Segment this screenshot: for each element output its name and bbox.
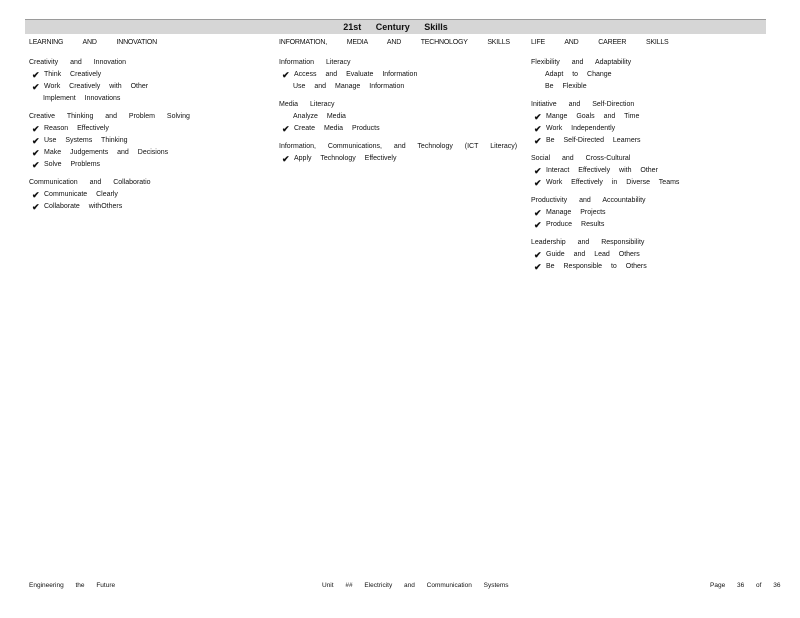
skill-group-title: Information, Communications, and Technology (ICT Literacy)	[279, 143, 518, 150]
column-heading: LEARNING AND INNOVATION	[29, 39, 157, 46]
skill-group-title: Social and Cross-Cultural	[531, 155, 631, 162]
check-mark-icon: ✔	[32, 82, 40, 92]
skill-group	[531, 99, 766, 147]
skill-item	[29, 201, 269, 213]
skill-group-title: Media Literacy	[279, 101, 335, 108]
footer-page-number: Page 36 of 36	[710, 582, 781, 589]
check-mark-icon: ✔	[534, 220, 542, 230]
check-mark-icon: ✔	[534, 250, 542, 260]
check-mark-icon: ✔	[32, 148, 40, 158]
skill-group	[279, 99, 519, 135]
column-heading: INFORMATION, MEDIA AND TECHNOLOGY SKILLS	[279, 39, 510, 46]
check-mark-icon: ✔	[282, 124, 290, 134]
skill-group	[531, 237, 766, 273]
skill-item	[531, 81, 766, 93]
check-mark-icon: ✔	[32, 70, 40, 80]
skill-group-title: Productivity and Accountability	[531, 197, 646, 204]
skill-group-title: Creative Thinking and Problem Solving	[29, 113, 190, 120]
skill-item-label: Use Systems Thinking	[44, 137, 128, 144]
skill-item	[531, 207, 766, 219]
skill-item-label: Be Self-Directed Learners	[546, 137, 641, 144]
footer-unit: Unit ## Electricity and Communication Systems	[322, 582, 509, 589]
skill-item-label: Interact Effectively with Other	[546, 167, 658, 174]
check-mark-icon: ✔	[32, 190, 40, 200]
skill-item	[29, 81, 269, 93]
skill-group	[531, 57, 766, 93]
column-life-career	[531, 37, 766, 279]
check-mark-icon: ✔	[282, 70, 290, 80]
check-mark-icon: ✔	[282, 154, 290, 164]
column-heading: LIFE AND CAREER SKILLS	[531, 39, 669, 46]
skill-item-label: Produce Results	[546, 221, 605, 228]
check-mark-icon: ✔	[32, 160, 40, 170]
skill-item-label: Be Responsible to Others	[546, 263, 647, 270]
skill-item-label: Work Effectively in Diverse Teams	[546, 179, 680, 186]
skill-item	[279, 111, 519, 123]
skill-item-label: Work Independently	[546, 125, 616, 132]
skill-item-label: Communicate Clearly	[44, 191, 118, 198]
skill-item-label: Be Flexible	[545, 83, 587, 90]
skill-item	[531, 219, 766, 231]
check-mark-icon: ✔	[534, 166, 542, 176]
skill-group-title: Communication and Collaboratio	[29, 179, 151, 186]
skill-group	[29, 111, 269, 171]
skill-item-label: Guide and Lead Others	[546, 251, 640, 258]
skill-group-title: Flexibility and Adaptability	[531, 59, 632, 66]
check-mark-icon: ✔	[534, 136, 542, 146]
skill-item	[531, 69, 766, 81]
skill-item-label: Adapt to Change	[545, 71, 612, 78]
skill-item	[531, 261, 766, 273]
skill-item	[531, 165, 766, 177]
skill-item	[279, 123, 519, 135]
skill-item-label: Use and Manage Information	[293, 83, 405, 90]
skill-item-label: Make Judgements and Decisions	[44, 149, 169, 156]
skill-group	[29, 177, 269, 213]
check-mark-icon: ✔	[534, 208, 542, 218]
skill-item	[279, 69, 519, 81]
skill-item	[531, 123, 766, 135]
skill-item-label: Reason Effectively	[44, 125, 109, 132]
skill-group	[29, 57, 269, 105]
column-information-media	[279, 37, 519, 171]
skill-item-label: Mange Goals and Time	[546, 113, 640, 120]
skill-item	[531, 135, 766, 147]
skill-item-label: Apply Technology Effectively	[294, 155, 397, 162]
check-mark-icon: ✔	[534, 112, 542, 122]
skill-item	[29, 189, 269, 201]
skill-item-label: Think Creatively	[44, 71, 102, 78]
check-mark-icon: ✔	[534, 262, 542, 272]
column-learning	[29, 37, 269, 219]
skill-item	[29, 147, 269, 159]
skill-item-label: Solve Problems	[44, 161, 101, 168]
skill-item	[279, 153, 519, 165]
skill-group	[531, 153, 766, 189]
skill-item	[29, 69, 269, 81]
skill-item	[29, 93, 269, 105]
skill-item-label: Analyze Media	[293, 113, 346, 120]
footer-course: Engineering the Future	[29, 582, 116, 589]
skill-item-label: Collaborate withOthers	[44, 203, 123, 210]
skill-group	[531, 195, 766, 231]
skill-item-label: Access and Evaluate Information	[294, 71, 418, 78]
check-mark-icon: ✔	[32, 124, 40, 134]
check-mark-icon: ✔	[32, 136, 40, 146]
skill-item	[531, 177, 766, 189]
skill-item	[29, 135, 269, 147]
skill-group-title: Initiative and Self-Direction	[531, 101, 635, 108]
skill-item-label: Create Media Products	[294, 125, 380, 132]
skill-group	[279, 57, 519, 93]
skill-group-title: Information Literacy	[279, 59, 351, 66]
skill-item	[531, 249, 766, 261]
skill-item-label: Manage Projects	[546, 209, 606, 216]
skill-item	[531, 111, 766, 123]
skill-group-title: Creativity and Innovation	[29, 59, 127, 66]
skill-item-label: Implement Innovations	[43, 95, 121, 102]
check-mark-icon: ✔	[32, 202, 40, 212]
skill-item-label: Work Creatively with Other	[44, 83, 149, 90]
page-title: 21st Century Skills	[25, 19, 766, 34]
skill-item	[29, 123, 269, 135]
skill-group	[279, 141, 519, 165]
check-mark-icon: ✔	[534, 178, 542, 188]
check-mark-icon: ✔	[534, 124, 542, 134]
skill-item	[29, 159, 269, 171]
skill-item	[279, 81, 519, 93]
skill-group-title: Leadership and Responsibility	[531, 239, 645, 246]
